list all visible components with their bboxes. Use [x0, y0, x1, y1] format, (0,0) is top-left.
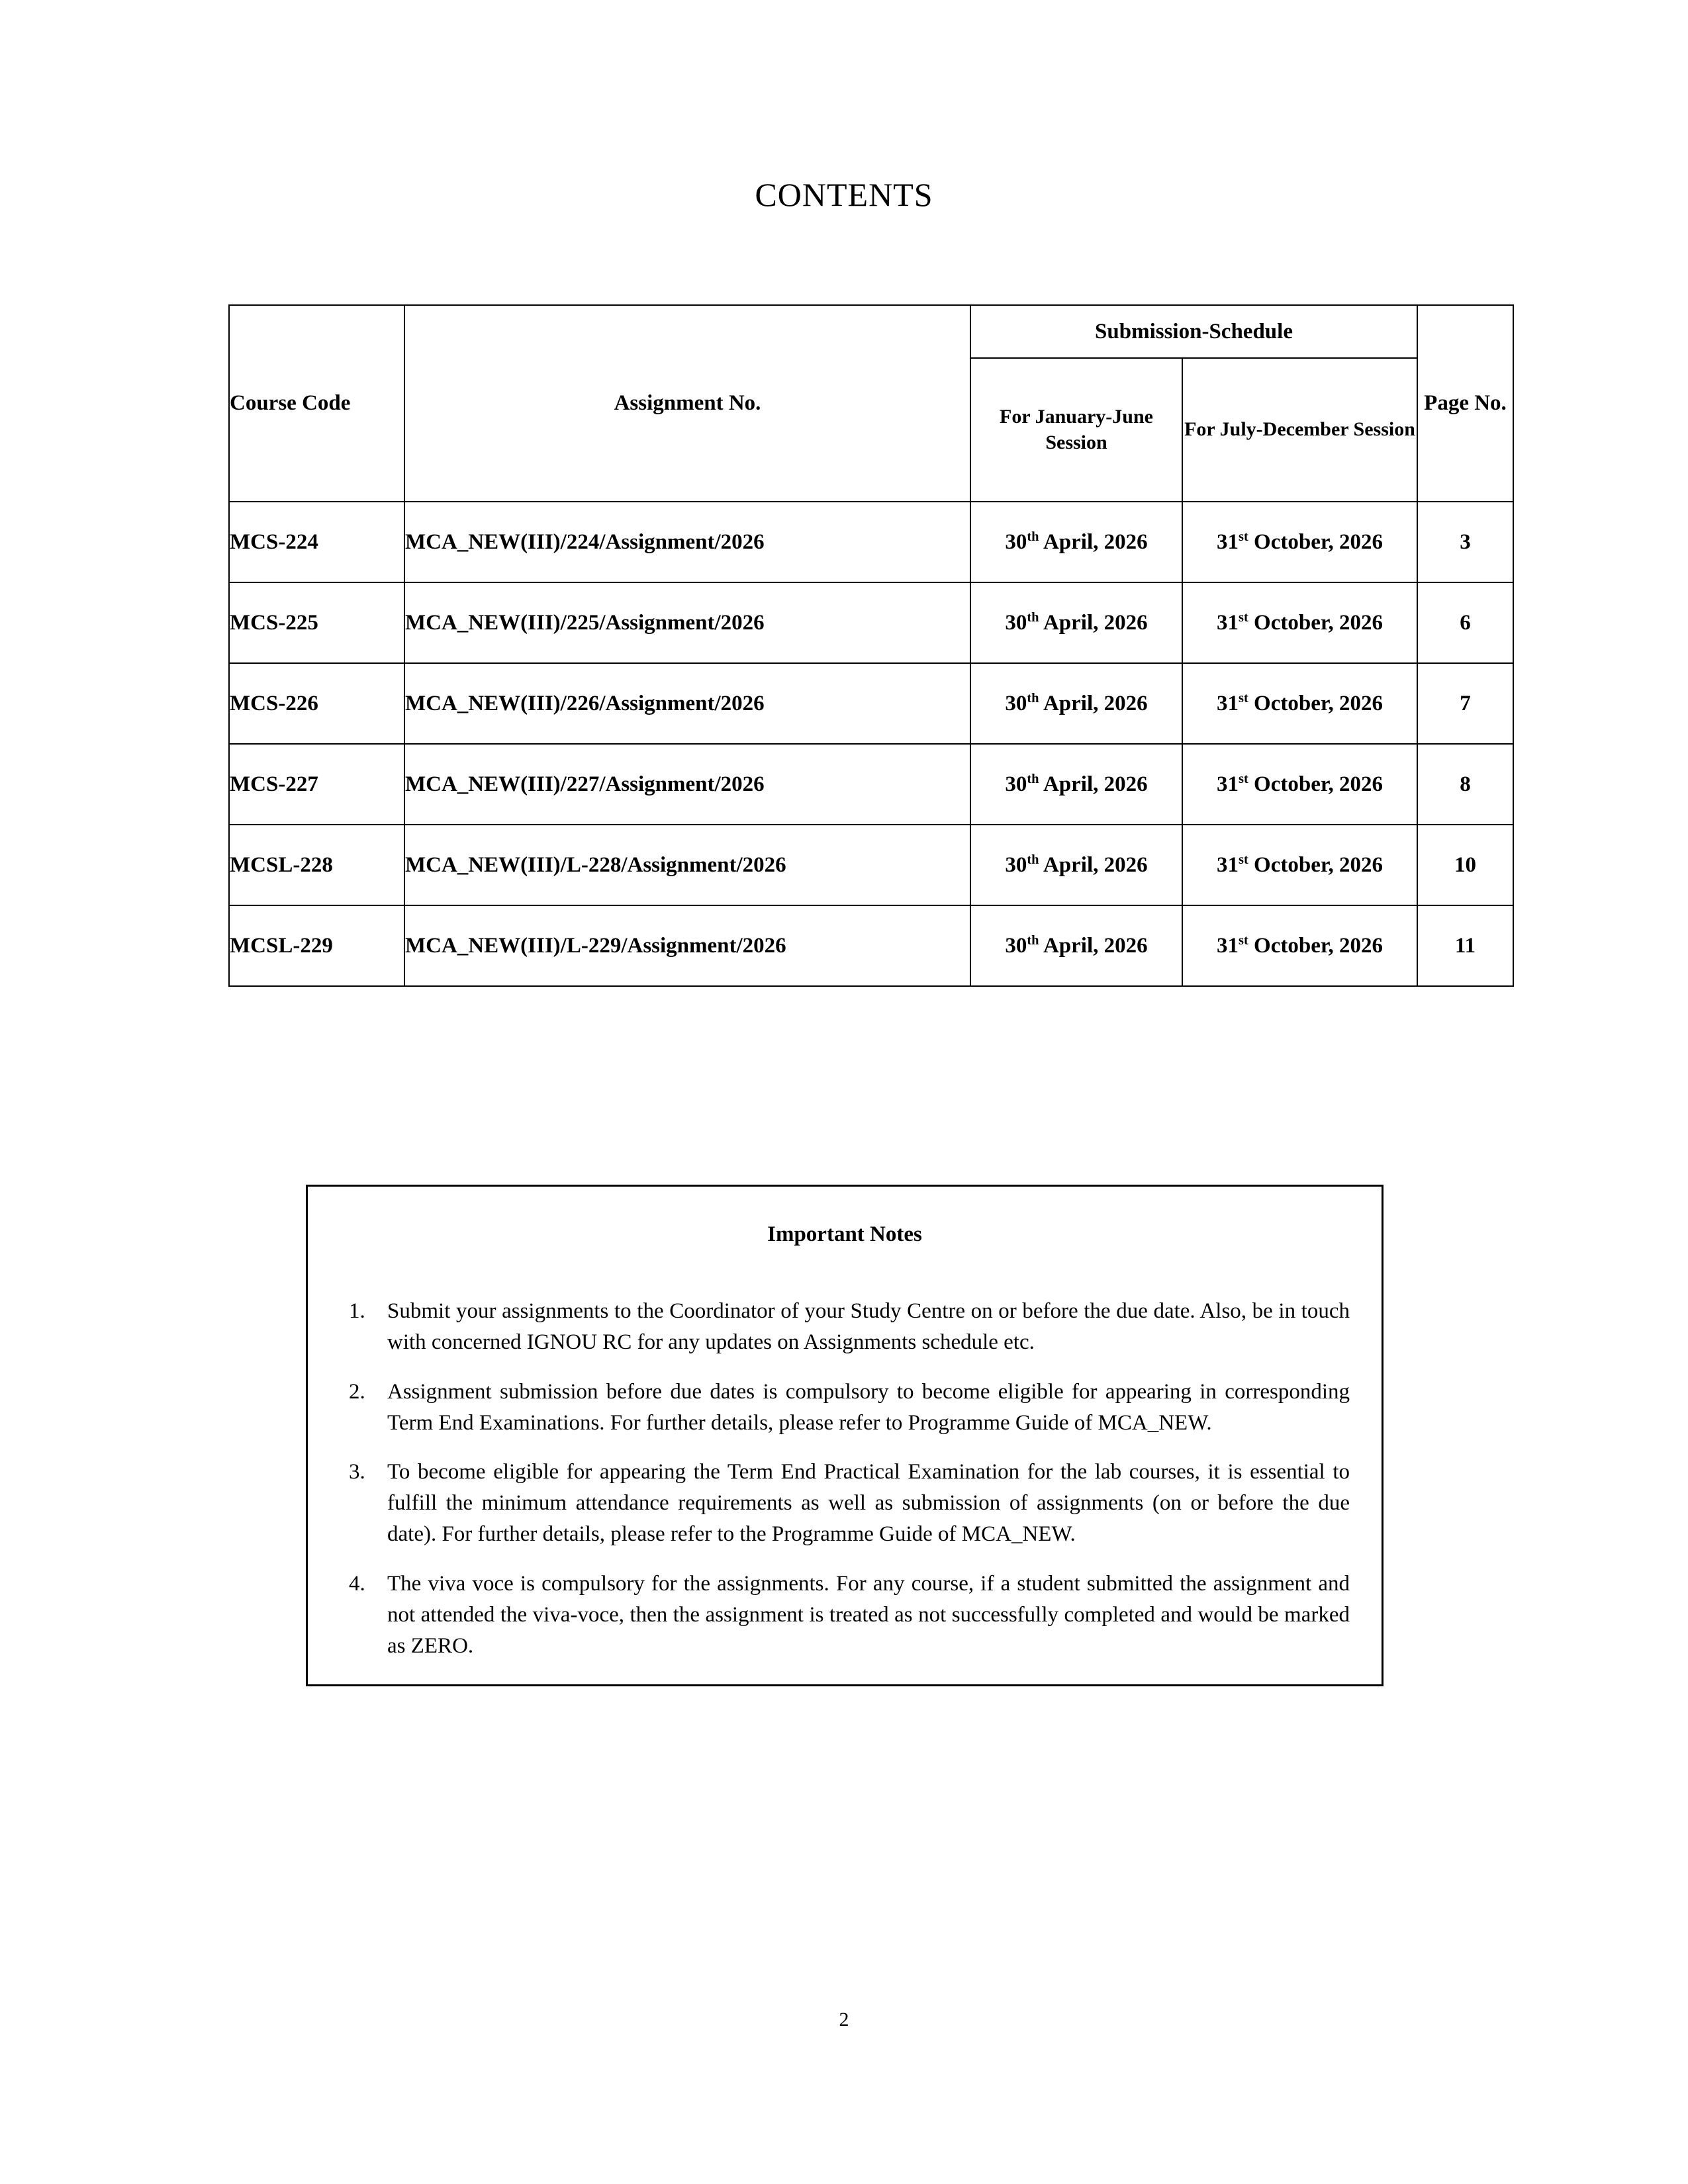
list-item: Assignment submission before due dates is compulsory to become eligible for appearing in corresponding Term End Examinations. For further details, please refer to Programme Guide of MCA_NEW.: [387, 1379, 1350, 1435]
date-ordinal: th: [1027, 852, 1039, 867]
list-item: Submit your assignments to the Coordinator of your Study Centre on or before the due date. Also, be in touch with concerned IGNOU RC for any updates on Assignments schedule etc.: [387, 1299, 1350, 1354]
date-day: 31: [1217, 933, 1239, 958]
column-header-page-no: Page No.: [1417, 305, 1513, 502]
date-ordinal: th: [1027, 529, 1039, 544]
table-row: [229, 502, 1513, 582]
cell-jan-june-date: [970, 663, 1182, 744]
date-rest: April, 2026: [1039, 691, 1148, 715]
list-item: To become eligible for appearing the Term End Practical Examination for the lab courses, it is essential to fulfill the minimum attendance requirements as well as submission of assignments (on or before the due date). For further details, please refer to the Programme Guide of MCA_NEW.: [387, 1460, 1350, 1547]
table-row: [229, 663, 1513, 744]
cell-course-code: MCSL-228: [229, 825, 404, 905]
cell-jul-dec-date: [1182, 825, 1417, 905]
date-ordinal: st: [1239, 933, 1248, 948]
important-notes-list: [345, 1296, 1350, 1662]
table-body: [229, 502, 1513, 986]
important-notes-heading: Important Notes: [767, 1222, 922, 1246]
cell-assignment-no: MCA_NEW(III)/L-229/Assignment/2026: [404, 905, 970, 986]
date-day: 30: [1005, 691, 1027, 715]
date-rest: October, 2026: [1248, 529, 1383, 554]
date-day: 30: [1005, 852, 1027, 877]
date-ordinal: th: [1027, 690, 1039, 705]
cell-assignment-no: MCA_NEW(III)/227/Assignment/2026: [404, 744, 970, 825]
cell-jan-june-date: [970, 502, 1182, 582]
footer-page-number: 2: [839, 2009, 849, 2030]
table-row: [229, 582, 1513, 663]
date-ordinal: st: [1239, 852, 1248, 867]
date-ordinal: st: [1239, 771, 1248, 786]
date-rest: October, 2026: [1248, 691, 1383, 715]
date-ordinal: st: [1239, 610, 1248, 625]
cell-assignment-no: MCA_NEW(III)/224/Assignment/2026: [404, 502, 970, 582]
cell-page-no: 8: [1417, 744, 1513, 825]
date-day: 31: [1217, 691, 1239, 715]
cell-jul-dec-date: [1182, 663, 1417, 744]
date-ordinal: st: [1239, 690, 1248, 705]
date-day: 30: [1005, 933, 1027, 958]
table-row: [229, 744, 1513, 825]
date-rest: April, 2026: [1039, 933, 1148, 958]
table-header: [229, 305, 1513, 502]
cell-jan-june-date: [970, 582, 1182, 663]
date-ordinal: th: [1027, 610, 1039, 625]
page-title: CONTENTS: [755, 176, 933, 213]
column-header-submission-schedule: Submission-Schedule: [970, 305, 1417, 358]
date-day: 30: [1005, 529, 1027, 554]
cell-page-no: 3: [1417, 502, 1513, 582]
date-ordinal: th: [1027, 771, 1039, 786]
table-header-row-top: [229, 305, 1513, 358]
cell-course-code: MCS-225: [229, 582, 404, 663]
date-day: 30: [1005, 610, 1027, 635]
cell-page-no: 6: [1417, 582, 1513, 663]
cell-jul-dec-date: [1182, 744, 1417, 825]
cell-jan-june-date: [970, 905, 1182, 986]
table-row: [229, 825, 1513, 905]
date-rest: October, 2026: [1248, 933, 1383, 958]
column-header-for-july-december: For July-December Session: [1182, 358, 1417, 502]
important-notes-box: [306, 1185, 1383, 1686]
cell-page-no: 7: [1417, 663, 1513, 744]
cell-course-code: MCSL-229: [229, 905, 404, 986]
table-row: [229, 905, 1513, 986]
contents-table: [228, 304, 1514, 987]
date-day: 31: [1217, 529, 1239, 554]
cell-assignment-no: MCA_NEW(III)/225/Assignment/2026: [404, 582, 970, 663]
date-day: 31: [1217, 772, 1239, 796]
cell-assignment-no: MCA_NEW(III)/L-228/Assignment/2026: [404, 825, 970, 905]
date-day: 31: [1217, 852, 1239, 877]
cell-course-code: MCS-226: [229, 663, 404, 744]
cell-jan-june-date: [970, 744, 1182, 825]
cell-page-no: 11: [1417, 905, 1513, 986]
column-header-for-january-june: For January-June Session: [970, 358, 1182, 502]
column-header-assignment-no: Assignment No.: [404, 305, 970, 502]
date-rest: October, 2026: [1248, 852, 1383, 877]
date-rest: October, 2026: [1248, 610, 1383, 635]
cell-jul-dec-date: [1182, 502, 1417, 582]
cell-course-code: MCS-224: [229, 502, 404, 582]
date-day: 30: [1005, 772, 1027, 796]
cell-page-no: 10: [1417, 825, 1513, 905]
date-rest: October, 2026: [1248, 772, 1383, 796]
date-rest: April, 2026: [1039, 610, 1148, 635]
date-rest: April, 2026: [1039, 772, 1148, 796]
cell-jan-june-date: [970, 825, 1182, 905]
column-header-course-code: Course Code: [229, 305, 404, 502]
cell-jul-dec-date: [1182, 905, 1417, 986]
cell-jul-dec-date: [1182, 582, 1417, 663]
cell-assignment-no: MCA_NEW(III)/226/Assignment/2026: [404, 663, 970, 744]
date-ordinal: st: [1239, 529, 1248, 544]
list-item: The viva voce is compulsory for the assignments. For any course, if a student submitted the assignment and not attended the viva-voce, then the assignment is treated as not successfully completed and would be marked as ZERO.: [387, 1572, 1350, 1658]
date-ordinal: th: [1027, 933, 1039, 948]
date-rest: April, 2026: [1039, 529, 1148, 554]
date-rest: April, 2026: [1039, 852, 1148, 877]
cell-course-code: MCS-227: [229, 744, 404, 825]
date-day: 31: [1217, 610, 1239, 635]
